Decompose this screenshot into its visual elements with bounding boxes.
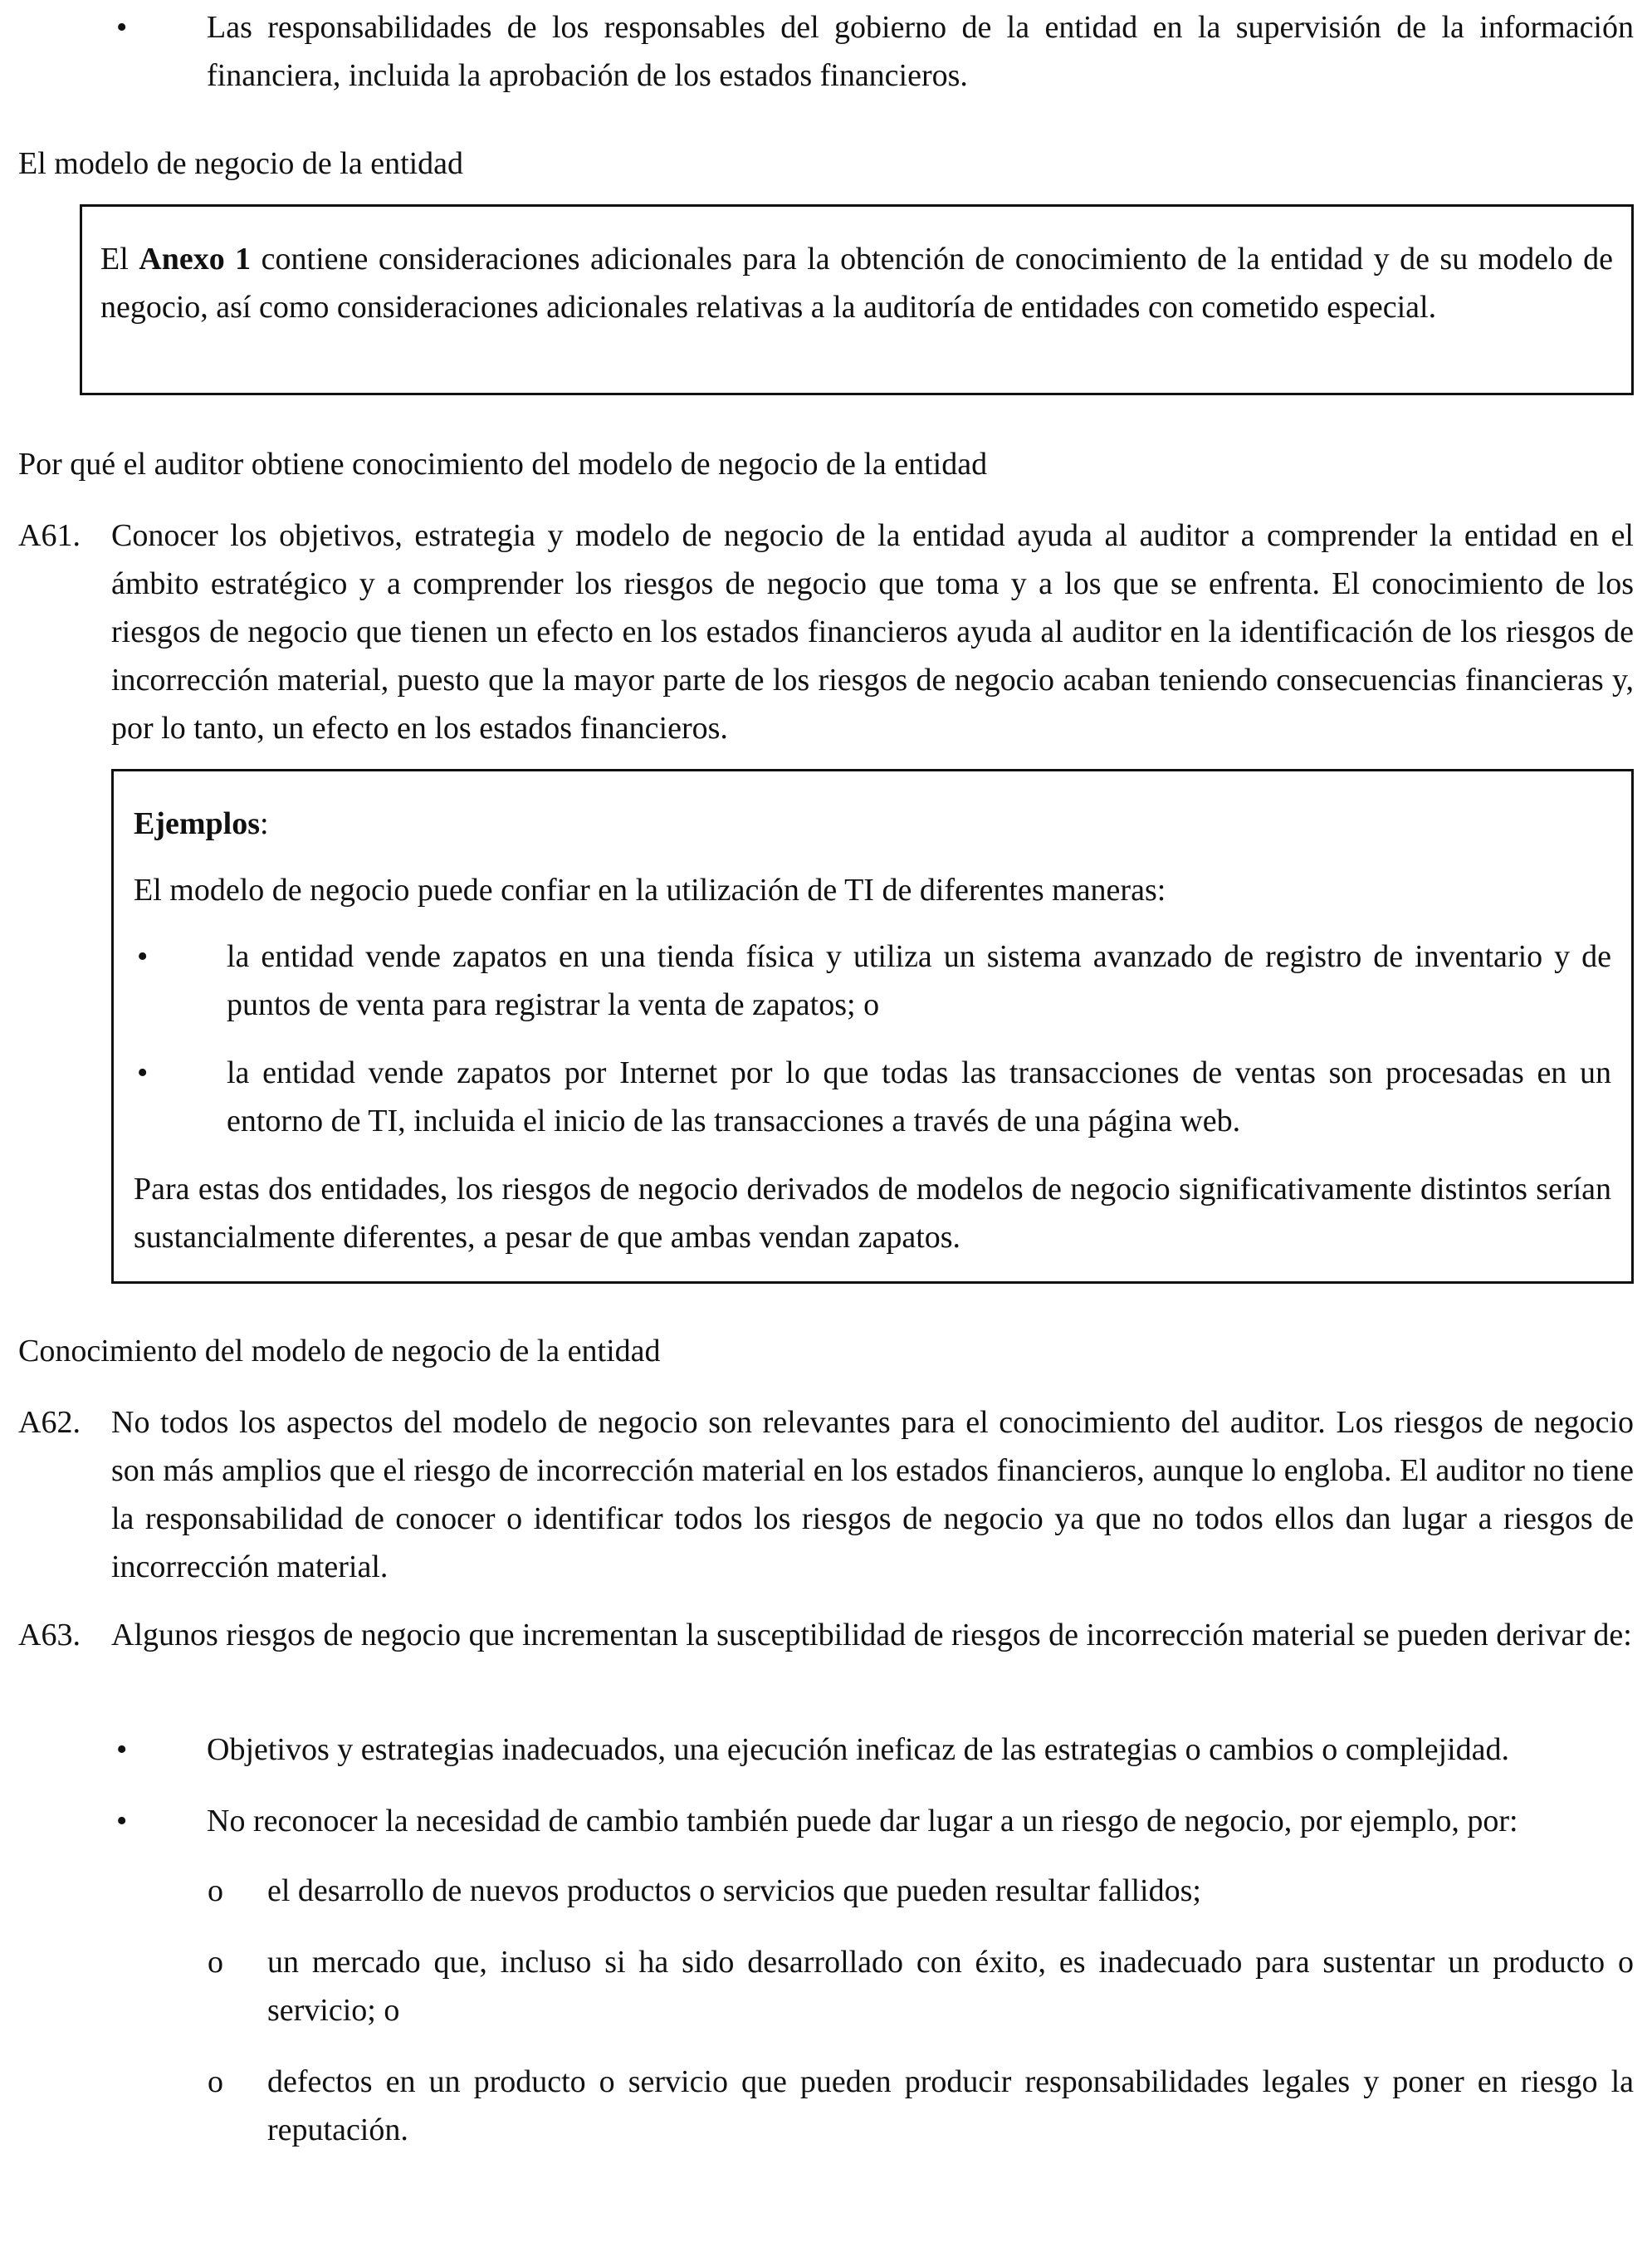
sub-bullet-text: defectos en un producto o servicio que pueden producir responsabilidades legales y poner en riesgo la reputación. — [267, 2064, 1634, 2147]
paragraph-number: A61. — [18, 518, 81, 553]
circle-bullet-icon: o — [208, 1945, 223, 1980]
list-item — [134, 933, 1611, 1029]
annex-reference: Anexo 1 — [139, 242, 252, 277]
section-heading: El modelo de negocio de la entidad — [18, 146, 464, 181]
paragraph-a62 — [18, 1398, 1634, 1591]
list-item — [18, 3, 1634, 100]
list-item — [18, 1726, 1634, 1774]
sub-bullet-text: el desarrollo de nuevos productos o servicios que pueden resultar fallidos; — [267, 1873, 1201, 1908]
bullet-icon: • — [116, 10, 128, 45]
example-bullet-text: la entidad vende zapatos en una tienda física y utiliza un sistema avanzado de registro de inventario y de puntos de venta para registrar la venta de zapatos; o — [227, 939, 1611, 1022]
paragraph-number: A62. — [18, 1405, 81, 1440]
a63-bullet-text: No reconocer la necesidad de cambio también puede dar lugar a un riesgo de negocio, por ejemplo, por: — [207, 1804, 1518, 1838]
section-heading: Por qué el auditor obtiene conocimiento del modelo de negocio de la entidad — [18, 447, 988, 482]
examples-closing: Para estas dos entidades, los riesgos de negocio derivados de modelos de negocio significativamente distintos serían sustancialmente diferentes, a pesar de que ambas vendan zapatos. — [134, 1172, 1611, 1255]
section-heading: Conocimiento del modelo de negocio de la entidad — [18, 1334, 661, 1368]
bullet-icon: • — [137, 1055, 149, 1090]
bullet-icon: • — [116, 1804, 128, 1838]
examples-intro: El modelo de negocio puede confiar en la utilización de TI de diferentes maneras: — [134, 873, 1166, 908]
list-item — [134, 1049, 1611, 1145]
paragraph-a61 — [18, 512, 1634, 752]
circle-bullet-icon: o — [208, 2064, 223, 2099]
examples-title: Ejemplos: — [134, 806, 269, 841]
bullet-icon: • — [137, 939, 149, 974]
sub-list-item — [18, 1867, 1634, 1915]
top-bullet-text: Las responsabilidades de los responsables del gobierno de la entidad en la supervisión de la información financiera, incluida la aprobación de los estados financieros. — [207, 10, 1634, 93]
paragraph-number: A63. — [18, 1618, 81, 1652]
annex-note-box — [80, 204, 1634, 395]
examples-box — [111, 769, 1634, 1284]
circle-bullet-icon: o — [208, 1873, 223, 1908]
bullet-icon: • — [116, 1732, 128, 1767]
sub-bullet-text: un mercado que, incluso si ha sido desarrollado con éxito, es inadecuado para sustentar un producto o servicio; o — [267, 1945, 1634, 2028]
sub-list-item — [18, 2058, 1634, 2154]
example-bullet-text: la entidad vende zapatos por Internet por lo que todas las transacciones de ventas son procesadas en un entorno de TI, incluida el inicio de las transacciones a través de una página web. — [227, 1055, 1611, 1138]
a63-bullet-text: Objetivos y estrategias inadecuados, una ejecución ineficaz de las estrategias o cambios o complejidad. — [207, 1732, 1510, 1767]
paragraph-text: No todos los aspectos del modelo de negocio son relevantes para el conocimiento del auditor. Los riesgos de negocio son más amplios que el riesgo de incorrección material en los estados financieros, aunque lo engloba. El auditor no tiene la responsabilidad de conocer o identificar todos los riesgos de negocio ya que no todos ellos dan lugar a riesgos de incorrección material. — [111, 1405, 1634, 1584]
annex-note-text: El Anexo 1 contiene consideraciones adicionales para la obtención de conocimiento de la entidad y de su modelo de negocio, así como consideraciones adicionales relativas a la auditoría de entidades con cometido especial. — [100, 242, 1613, 325]
paragraph-a63 — [18, 1611, 1634, 1659]
paragraph-text: Conocer los objetivos, estrategia y modelo de negocio de la entidad ayuda al auditor a comprender la entidad en el ámbito estratégico y a comprender los riesgos de negocio que toma y a los que se enfrenta. El conocimiento de los riesgos de negocio que tienen un efecto en los estados financieros ayuda al auditor en la identificación de los riesgos de incorrección material, puesto que la mayor parte de los riesgos de negocio acaban teniendo consecuencias financieras y, por lo tanto, un efecto en los estados financieros. — [111, 518, 1634, 746]
paragraph-text: Algunos riesgos de negocio que incrementan la susceptibilidad de riesgos de incorrección material se pueden derivar de: — [111, 1618, 1632, 1652]
list-item — [18, 1797, 1634, 1845]
sub-list-item — [18, 1938, 1634, 2034]
